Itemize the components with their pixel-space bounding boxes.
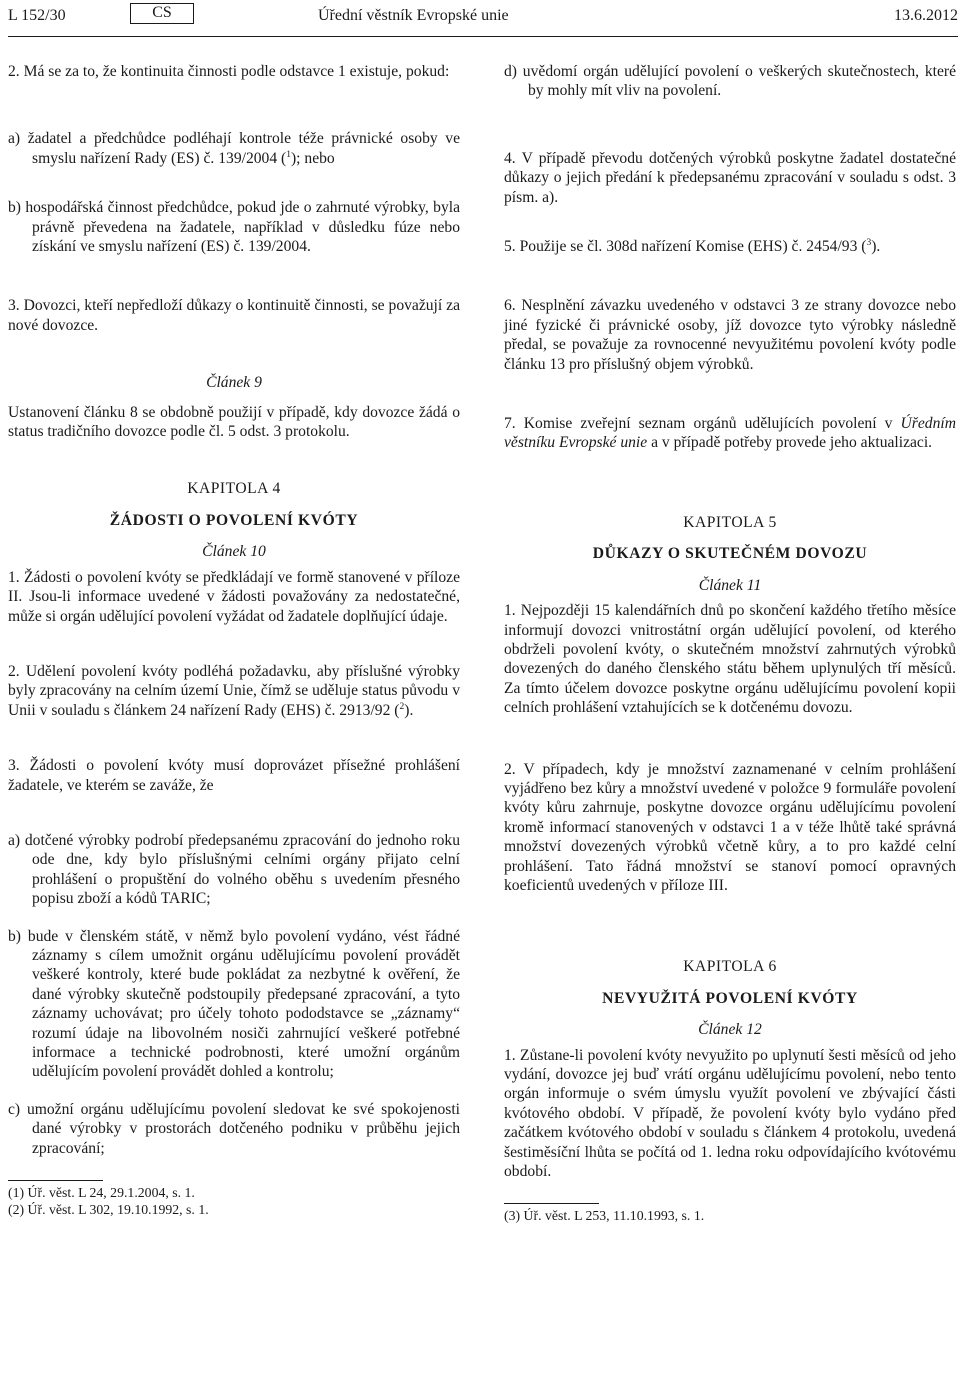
paragraph-2: 2. Má se za to, že kontinuita činnosti podle odstavce 1 existuje, pokud: [8, 63, 450, 80]
footnote-2: (2) Úř. věst. L 302, 19.10.1992, s. 1. [8, 1201, 209, 1217]
paragraph-3: 3. Dovozci, kteří nepředloží důkazy o kontinuitě činnosti, se považují za nové dovozce. [8, 297, 460, 334]
article-9-title: Článek 9 [206, 374, 262, 392]
item-d: d) uvědomí orgán udělující povolení o veškerých skutečnostech, které by mohly mít vliv na povolení. [504, 63, 956, 100]
paragraph-5: 5. Použije se čl. 308d nařízení Komise (EHS) č. 2454/93 ($^3$). [504, 237, 881, 256]
chapter-6-title: NEVYUŽITÁ POVOLENÍ KVÓTY [602, 989, 858, 1007]
article-10-paragraph-1: 1. Žádosti o povolení kvóty se předkládají ve formě stanovené v příloze II. Jsou-li informace uvedené v žádosti považovány za nedostatečné, může si orgán udělující povolení vyžádat od žadatele doplňující údaje. [8, 568, 460, 625]
chapter-5-title: DŮKAZY O SKUTEČNÉM DOVOZU [592, 545, 868, 563]
chapter-4-title: ŽÁDOSTI O POVOLENÍ KVÓTY [109, 511, 359, 529]
article-10-paragraph-3: 3. Žádosti o povolení kvóty musí doprovázet přísežné prohlášení žadatele, ve kterém se zaváže, že [8, 757, 460, 794]
footnote-rule [8, 1180, 103, 1181]
paragraph-6: 6. Nesplnění závazku uvedeného v odstavci 3 ze strany dovozce nebo jiné fyzické či právnické osoby, jíž dovozce tyto výrobky následně předal, se považuje za rovnocenné nevyužitému povolení kvóty podle článku 13 pro příslušný objem výrobků. [504, 297, 956, 373]
article-11-paragraph-1: 1. Nejpozději 15 kalendářních dnů po skončení každého třetího měsíce informují dovozci vnitrostátní orgán udělující povolení, od kterého obdrželi povolení kvóty, o skutečném množství zahrnutých výrobků dovezených do daného členského státu během uplynulých tří měsíců. Za tímto účelem dovozce poskytne orgánu udělujícímu povolení kopii celních prohlášení vztahujících se k dotčenému dovozu. [504, 602, 956, 717]
paragraph-4: 4. V případě převodu dotčených výrobků poskytne žadatel dostatečné důkazy o jejich předání k předepsanému zpracování v souladu s odst. 3 písm. a). [504, 149, 956, 206]
page-header [8, 6, 958, 28]
article-10-item-a: a) dotčené výrobky podrobí předepsanému zpracování do jednoho roku ode dne, kdy bylo příslušnými celními orgány přijato celní prohlášení o propuštění do volného oběhu s uvedením přesného popisu zboží a kódů TARIC; [8, 831, 460, 908]
footnote-1: (1) Úř. věst. L 24, 29.1.2004, s. 1. [8, 1185, 195, 1201]
chapter-4-label: KAPITOLA 4 [187, 480, 281, 498]
article-10-item-b: b) bude v členském státě, v němž bylo povolení vydáno, vést řádné záznamy s cílem umožnit orgánu udělujícímu povolení provádět veškeré kontroly, které bude pokládat za nezbytné k ověření, že dané výrobky skutečně podstoupily předepsané zpracování, a tyto záznamy uchovávat; pro účely tohoto pododstavce se „záznamy“ rozumí údaje na libovolném nosiči zahrnující veškeré potřebné informace a technické podrobnosti, které umožní orgánům udělujícím povolení provádět dohled a kontrolu; [8, 927, 460, 1081]
journal-name: Úřední věstník Evropské unie [318, 7, 509, 24]
article-12-title: Článek 12 [698, 1021, 762, 1039]
item-a: a) žadatel a předchůdce podléhají kontrole téže právnické osoby ve smyslu nařízení Rady (ES) č. 139/2004 ($^1$); nebo [8, 130, 460, 167]
left-column [8, 62, 460, 1218]
footnote-3: (3) Úř. věst. L 253, 11.10.1993, s. 1. [504, 1208, 705, 1224]
item-b: b) hospodářská činnost předchůdce, pokud jde o zahrnuté výrobky, byla právně převedena na žadatele, například v důsledku fúze nebo získání ve smyslu nařízení (ES) č. 139/2004. [8, 199, 460, 256]
article-10-paragraph-2: 2. Udělení povolení kvóty podléhá požadavku, aby příslušné výrobky byly zpracovány na celním území Unie, čímž se uděluje status původu v Unii v souladu s článkem 24 nařízení Rady (EHS) č. 2913/92 ($^2$). [8, 662, 460, 719]
article-10-title: Článek 10 [202, 543, 266, 561]
header-rule [8, 36, 958, 37]
article-10-item-c: c) umožní orgánu udělujícímu povolení sledovat ke své spokojenosti dané výrobky v prostorách dotčeného podniku v průběhu jejich zpracování; [8, 1100, 460, 1157]
article-11-paragraph-2: 2. V případech, kdy je množství zaznamenané v celním prohlášení vyjádřeno bez kůry a množství uvedené v položce 9 formuláře povolení kvóty kůru zahrnuje, poskytne dovozce orgánu udělujícímu povolení kromě informací stanovených v odstavci 1 a v téže lhůtě také správná množství dovezených výrobků včetně kůry, a to pro každé celní prohlášení. Tato řádná množství se stanoví pomocí opravných koeficientů uvedených v příloze III. [504, 760, 956, 894]
chapter-5-label: KAPITOLA 5 [683, 513, 777, 531]
language-code-box: CS [130, 3, 194, 24]
page-reference: L 152/30 [8, 7, 66, 24]
publication-date: 13.6.2012 [894, 7, 958, 24]
chapter-6-label: KAPITOLA 6 [683, 958, 777, 976]
article-11-title: Článek 11 [698, 576, 762, 594]
right-column [504, 62, 956, 1225]
article-12-paragraph-1: 1. Zůstane-li povolení kvóty nevyužito po uplynutí šesti měsíců od jeho vydání, dovozce jej buď vrátí orgánu udělujícímu povolení, nebo tento orgán informuje o svém úmyslu využít povolení ve zbývající části kvótového období. V případě, že povolení kvóty bylo vydáno před začátkem kvótového období v souladu s článkem 4 protokolu, uvedená šestiměsíční lhůta se počítá od 1. ledna roku odpovídajícího kvótovému období. [504, 1046, 956, 1181]
footnote-rule-right [504, 1203, 599, 1204]
article-9-text: Ustanovení článku 8 se obdobně použijí v případě, kdy dovozce žádá o status tradičního dovozce podle čl. 5 odst. 3 protokolu. [8, 403, 460, 441]
paragraph-7: 7. Komise zveřejní seznam orgánů udělujících povolení v Úředním věstníku Evropské unie a v případě potřeby provede jeho aktualizaci. [504, 415, 956, 452]
